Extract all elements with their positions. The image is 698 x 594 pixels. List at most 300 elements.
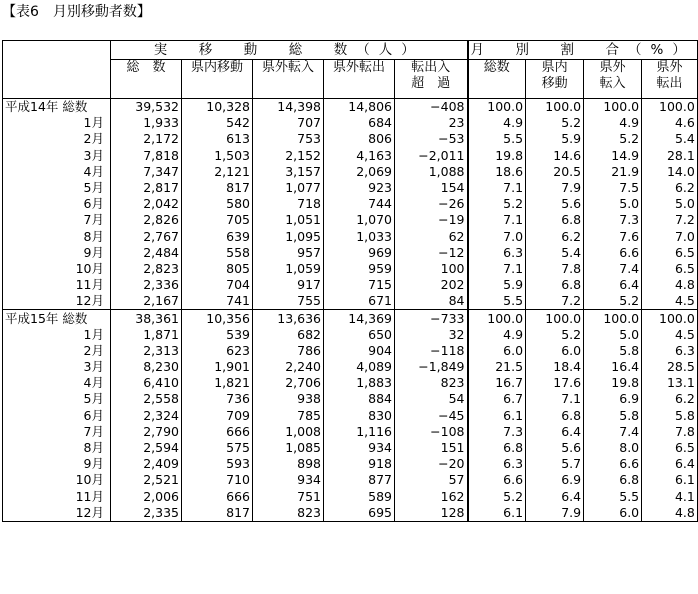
cell-net: −733 (395, 310, 468, 327)
table-row (3, 229, 698, 245)
cell-outflow: 806 (324, 131, 395, 147)
cell-intra-pref: 1,503 (182, 148, 253, 164)
cell-inflow: 2,152 (253, 148, 324, 164)
cell-inflow: 917 (253, 277, 324, 293)
row-label: 7月 (3, 424, 111, 440)
cell-ratio-intra: 6.8 (526, 212, 584, 228)
header-col-outflow: 県外転出 (324, 60, 395, 99)
cell-total: 2,324 (111, 408, 182, 424)
cell-ratio-outflow: 4.8 (642, 277, 698, 293)
cell-total: 2,313 (111, 343, 182, 359)
cell-ratio-outflow: 14.0 (642, 164, 698, 180)
cell-inflow: 957 (253, 245, 324, 261)
cell-ratio-intra: 5.6 (526, 440, 584, 456)
cell-outflow: 695 (324, 505, 395, 522)
table-row-year-total (3, 310, 698, 327)
cell-intra-pref: 580 (182, 196, 253, 212)
cell-ratio-intra: 5.2 (526, 115, 584, 131)
table-body (3, 99, 698, 522)
header-col-intra-pref: 県内移動 (182, 60, 253, 99)
table-row (3, 456, 698, 472)
cell-ratio-total: 7.1 (468, 261, 526, 277)
cell-ratio-total: 18.6 (468, 164, 526, 180)
table-row (3, 245, 698, 261)
cell-ratio-outflow: 13.1 (642, 375, 698, 391)
cell-total: 2,336 (111, 277, 182, 293)
header-columns (3, 60, 698, 99)
cell-net: −19 (395, 212, 468, 228)
header-corner (3, 41, 111, 60)
cell-ratio-outflow: 6.5 (642, 261, 698, 277)
cell-net: 128 (395, 505, 468, 522)
cell-outflow: 14,369 (324, 310, 395, 327)
table-row (3, 505, 698, 522)
row-label: 10月 (3, 261, 111, 277)
cell-ratio-intra: 5.7 (526, 456, 584, 472)
cell-ratio-inflow: 5.8 (584, 343, 642, 359)
table-row (3, 277, 698, 293)
cell-ratio-total: 21.5 (468, 359, 526, 375)
cell-inflow: 14,398 (253, 99, 324, 116)
cell-ratio-intra: 6.4 (526, 489, 584, 505)
cell-intra-pref: 593 (182, 456, 253, 472)
cell-outflow: 959 (324, 261, 395, 277)
table-row (3, 148, 698, 164)
cell-total: 2,042 (111, 196, 182, 212)
cell-total: 1,871 (111, 327, 182, 343)
cell-inflow: 1,095 (253, 229, 324, 245)
cell-intra-pref: 710 (182, 472, 253, 488)
cell-ratio-outflow: 7.2 (642, 212, 698, 228)
cell-outflow: 4,163 (324, 148, 395, 164)
cell-ratio-outflow: 7.0 (642, 229, 698, 245)
cell-inflow: 1,085 (253, 440, 324, 456)
cell-ratio-intra: 6.8 (526, 277, 584, 293)
cell-ratio-intra: 17.6 (526, 375, 584, 391)
row-label: 8月 (3, 229, 111, 245)
cell-intra-pref: 741 (182, 293, 253, 310)
cell-net: −408 (395, 99, 468, 116)
row-label: 12月 (3, 505, 111, 522)
row-label: 9月 (3, 456, 111, 472)
cell-ratio-total: 5.5 (468, 293, 526, 310)
cell-intra-pref: 10,328 (182, 99, 253, 116)
cell-intra-pref: 736 (182, 391, 253, 407)
cell-outflow: 589 (324, 489, 395, 505)
table-row (3, 131, 698, 147)
cell-ratio-inflow: 5.2 (584, 293, 642, 310)
cell-ratio-outflow: 4.5 (642, 293, 698, 310)
cell-net: 84 (395, 293, 468, 310)
cell-inflow: 938 (253, 391, 324, 407)
cell-ratio-inflow: 8.0 (584, 440, 642, 456)
cell-ratio-outflow: 4.5 (642, 327, 698, 343)
row-label: 3月 (3, 148, 111, 164)
row-label: 12月 (3, 293, 111, 310)
cell-intra-pref: 639 (182, 229, 253, 245)
cell-outflow: 1,070 (324, 212, 395, 228)
header-group-ratio: 月 別 割 合（%） (468, 41, 698, 60)
cell-ratio-inflow: 100.0 (584, 310, 642, 327)
cell-net: −53 (395, 131, 468, 147)
cell-total: 2,335 (111, 505, 182, 522)
cell-intra-pref: 10,356 (182, 310, 253, 327)
cell-ratio-inflow: 7.3 (584, 212, 642, 228)
cell-ratio-total: 6.1 (468, 505, 526, 522)
cell-inflow: 707 (253, 115, 324, 131)
row-label: 7月 (3, 212, 111, 228)
cell-ratio-inflow: 4.9 (584, 115, 642, 131)
cell-inflow: 786 (253, 343, 324, 359)
header-col-ratio-intra: 県内 移動 (526, 60, 584, 99)
cell-intra-pref: 817 (182, 505, 253, 522)
table-row (3, 180, 698, 196)
cell-net: −20 (395, 456, 468, 472)
cell-total: 2,167 (111, 293, 182, 310)
cell-intra-pref: 1,821 (182, 375, 253, 391)
table-row (3, 115, 698, 131)
cell-inflow: 13,636 (253, 310, 324, 327)
row-label: 11月 (3, 277, 111, 293)
cell-net: −12 (395, 245, 468, 261)
cell-net: 151 (395, 440, 468, 456)
row-label: 10月 (3, 472, 111, 488)
table-header (3, 41, 698, 99)
cell-ratio-intra: 6.2 (526, 229, 584, 245)
row-label: 11月 (3, 489, 111, 505)
cell-ratio-inflow: 6.9 (584, 391, 642, 407)
cell-total: 2,172 (111, 131, 182, 147)
cell-ratio-outflow: 6.2 (642, 391, 698, 407)
table-row (3, 359, 698, 375)
cell-ratio-outflow: 6.2 (642, 180, 698, 196)
cell-intra-pref: 575 (182, 440, 253, 456)
cell-outflow: 969 (324, 245, 395, 261)
cell-outflow: 918 (324, 456, 395, 472)
cell-total: 2,558 (111, 391, 182, 407)
cell-net: 54 (395, 391, 468, 407)
cell-inflow: 682 (253, 327, 324, 343)
cell-ratio-total: 4.9 (468, 327, 526, 343)
cell-total: 2,594 (111, 440, 182, 456)
cell-intra-pref: 613 (182, 131, 253, 147)
cell-outflow: 744 (324, 196, 395, 212)
cell-inflow: 934 (253, 472, 324, 488)
cell-total: 2,409 (111, 456, 182, 472)
cell-inflow: 1,051 (253, 212, 324, 228)
cell-ratio-intra: 5.2 (526, 327, 584, 343)
cell-ratio-total: 5.2 (468, 489, 526, 505)
cell-outflow: 877 (324, 472, 395, 488)
cell-ratio-total: 5.2 (468, 196, 526, 212)
cell-ratio-total: 7.0 (468, 229, 526, 245)
cell-ratio-outflow: 5.4 (642, 131, 698, 147)
cell-ratio-outflow: 7.8 (642, 424, 698, 440)
row-label: 4月 (3, 375, 111, 391)
cell-total: 2,823 (111, 261, 182, 277)
cell-ratio-total: 6.7 (468, 391, 526, 407)
header-col-total: 総 数 (111, 60, 182, 99)
cell-ratio-total: 7.1 (468, 180, 526, 196)
cell-inflow: 751 (253, 489, 324, 505)
cell-ratio-intra: 7.1 (526, 391, 584, 407)
cell-inflow: 1,059 (253, 261, 324, 277)
cell-ratio-intra: 6.4 (526, 424, 584, 440)
cell-inflow: 1,077 (253, 180, 324, 196)
cell-ratio-outflow: 4.8 (642, 505, 698, 522)
cell-outflow: 2,069 (324, 164, 395, 180)
cell-ratio-outflow: 6.5 (642, 245, 698, 261)
cell-total: 2,521 (111, 472, 182, 488)
table-caption: 【表6 月別移動者数】 (2, 4, 151, 20)
cell-ratio-total: 6.0 (468, 343, 526, 359)
cell-ratio-inflow: 6.4 (584, 277, 642, 293)
cell-intra-pref: 623 (182, 343, 253, 359)
cell-ratio-intra: 6.0 (526, 343, 584, 359)
cell-ratio-outflow: 4.6 (642, 115, 698, 131)
cell-intra-pref: 666 (182, 424, 253, 440)
header-col-ratio-inflow: 県外 転入 (584, 60, 642, 99)
cell-intra-pref: 558 (182, 245, 253, 261)
cell-intra-pref: 705 (182, 212, 253, 228)
cell-net: 202 (395, 277, 468, 293)
cell-ratio-outflow: 6.1 (642, 472, 698, 488)
cell-ratio-outflow: 28.5 (642, 359, 698, 375)
cell-ratio-inflow: 7.6 (584, 229, 642, 245)
table-row (3, 196, 698, 212)
cell-net: −26 (395, 196, 468, 212)
cell-total: 38,361 (111, 310, 182, 327)
cell-net: −1,849 (395, 359, 468, 375)
table-row (3, 424, 698, 440)
row-label: 9月 (3, 245, 111, 261)
table-row (3, 489, 698, 505)
cell-total: 39,532 (111, 99, 182, 116)
cell-outflow: 923 (324, 180, 395, 196)
cell-inflow: 3,157 (253, 164, 324, 180)
cell-ratio-intra: 5.9 (526, 131, 584, 147)
cell-intra-pref: 666 (182, 489, 253, 505)
table-row (3, 293, 698, 310)
cell-total: 2,826 (111, 212, 182, 228)
cell-net: −118 (395, 343, 468, 359)
cell-total: 2,817 (111, 180, 182, 196)
row-label: 4月 (3, 164, 111, 180)
cell-net: 1,088 (395, 164, 468, 180)
cell-ratio-inflow: 21.9 (584, 164, 642, 180)
cell-ratio-intra: 5.4 (526, 245, 584, 261)
cell-outflow: 4,089 (324, 359, 395, 375)
table-row (3, 375, 698, 391)
cell-total: 6,410 (111, 375, 182, 391)
header-col-ratio-total: 総数 (468, 60, 526, 99)
cell-ratio-outflow: 6.5 (642, 440, 698, 456)
cell-ratio-total: 5.9 (468, 277, 526, 293)
cell-ratio-total: 7.3 (468, 424, 526, 440)
table-row (3, 164, 698, 180)
cell-ratio-inflow: 5.5 (584, 489, 642, 505)
table-row (3, 472, 698, 488)
cell-net: −108 (395, 424, 468, 440)
cell-ratio-inflow: 19.8 (584, 375, 642, 391)
cell-ratio-total: 100.0 (468, 99, 526, 116)
cell-ratio-intra: 18.4 (526, 359, 584, 375)
cell-ratio-outflow: 5.8 (642, 408, 698, 424)
cell-total: 7,818 (111, 148, 182, 164)
row-label: 6月 (3, 196, 111, 212)
cell-outflow: 14,806 (324, 99, 395, 116)
cell-net: 57 (395, 472, 468, 488)
cell-inflow: 753 (253, 131, 324, 147)
cell-total: 8,230 (111, 359, 182, 375)
cell-outflow: 830 (324, 408, 395, 424)
cell-outflow: 671 (324, 293, 395, 310)
cell-ratio-inflow: 7.5 (584, 180, 642, 196)
cell-net: 823 (395, 375, 468, 391)
cell-inflow: 2,240 (253, 359, 324, 375)
cell-ratio-total: 100.0 (468, 310, 526, 327)
cell-outflow: 884 (324, 391, 395, 407)
cell-net: 23 (395, 115, 468, 131)
cell-ratio-intra: 7.8 (526, 261, 584, 277)
cell-total: 2,006 (111, 489, 182, 505)
cell-ratio-outflow: 6.3 (642, 343, 698, 359)
cell-ratio-intra: 100.0 (526, 99, 584, 116)
row-label: 3月 (3, 359, 111, 375)
cell-ratio-intra: 7.2 (526, 293, 584, 310)
cell-net: −2,011 (395, 148, 468, 164)
cell-ratio-intra: 6.9 (526, 472, 584, 488)
cell-ratio-inflow: 5.0 (584, 196, 642, 212)
cell-intra-pref: 704 (182, 277, 253, 293)
table-row (3, 391, 698, 407)
cell-ratio-inflow: 6.6 (584, 456, 642, 472)
cell-ratio-total: 6.1 (468, 408, 526, 424)
cell-net: 154 (395, 180, 468, 196)
cell-total: 2,790 (111, 424, 182, 440)
cell-inflow: 718 (253, 196, 324, 212)
cell-ratio-inflow: 5.8 (584, 408, 642, 424)
cell-outflow: 904 (324, 343, 395, 359)
cell-ratio-inflow: 14.9 (584, 148, 642, 164)
cell-intra-pref: 709 (182, 408, 253, 424)
cell-ratio-total: 19.8 (468, 148, 526, 164)
cell-ratio-outflow: 100.0 (642, 99, 698, 116)
table-row (3, 261, 698, 277)
row-label: 2月 (3, 131, 111, 147)
cell-ratio-inflow: 16.4 (584, 359, 642, 375)
row-label: 1月 (3, 327, 111, 343)
cell-ratio-outflow: 100.0 (642, 310, 698, 327)
cell-inflow: 785 (253, 408, 324, 424)
cell-ratio-intra: 7.9 (526, 180, 584, 196)
row-label: 1月 (3, 115, 111, 131)
cell-net: −45 (395, 408, 468, 424)
cell-ratio-total: 6.3 (468, 456, 526, 472)
cell-net: 100 (395, 261, 468, 277)
cell-ratio-total: 4.9 (468, 115, 526, 131)
table-row (3, 440, 698, 456)
cell-ratio-intra: 20.5 (526, 164, 584, 180)
cell-ratio-inflow: 6.0 (584, 505, 642, 522)
cell-outflow: 684 (324, 115, 395, 131)
cell-ratio-inflow: 7.4 (584, 261, 642, 277)
table-row (3, 212, 698, 228)
header-col-ratio-outflow: 県外 転出 (642, 60, 698, 99)
cell-intra-pref: 542 (182, 115, 253, 131)
table-row-year-total (3, 99, 698, 116)
cell-net: 62 (395, 229, 468, 245)
cell-total: 2,484 (111, 245, 182, 261)
cell-ratio-total: 5.5 (468, 131, 526, 147)
cell-intra-pref: 817 (182, 180, 253, 196)
cell-ratio-outflow: 6.4 (642, 456, 698, 472)
cell-inflow: 1,008 (253, 424, 324, 440)
cell-outflow: 934 (324, 440, 395, 456)
header-col-inflow: 県外転入 (253, 60, 324, 99)
cell-outflow: 1,033 (324, 229, 395, 245)
cell-ratio-intra: 5.6 (526, 196, 584, 212)
cell-ratio-inflow: 5.0 (584, 327, 642, 343)
header-corner-lower (3, 60, 111, 99)
cell-ratio-total: 6.3 (468, 245, 526, 261)
cell-inflow: 898 (253, 456, 324, 472)
cell-inflow: 755 (253, 293, 324, 310)
table-row (3, 408, 698, 424)
cell-ratio-inflow: 100.0 (584, 99, 642, 116)
cell-ratio-total: 6.8 (468, 440, 526, 456)
header-group-total: 実 移 動 総 数（人） (111, 41, 468, 60)
row-label: 5月 (3, 180, 111, 196)
cell-ratio-inflow: 6.6 (584, 245, 642, 261)
cell-intra-pref: 805 (182, 261, 253, 277)
cell-ratio-total: 7.1 (468, 212, 526, 228)
cell-total: 2,767 (111, 229, 182, 245)
header-col-net: 転出入 超 過 (395, 60, 468, 99)
cell-ratio-intra: 14.6 (526, 148, 584, 164)
cell-ratio-intra: 100.0 (526, 310, 584, 327)
row-label: 8月 (3, 440, 111, 456)
cell-intra-pref: 539 (182, 327, 253, 343)
cell-inflow: 823 (253, 505, 324, 522)
cell-ratio-total: 16.7 (468, 375, 526, 391)
cell-outflow: 1,883 (324, 375, 395, 391)
cell-total: 7,347 (111, 164, 182, 180)
cell-ratio-outflow: 5.0 (642, 196, 698, 212)
cell-net: 32 (395, 327, 468, 343)
cell-ratio-inflow: 7.4 (584, 424, 642, 440)
cell-ratio-outflow: 28.1 (642, 148, 698, 164)
cell-intra-pref: 1,901 (182, 359, 253, 375)
cell-ratio-total: 6.6 (468, 472, 526, 488)
cell-outflow: 715 (324, 277, 395, 293)
row-label: 5月 (3, 391, 111, 407)
cell-ratio-inflow: 5.2 (584, 131, 642, 147)
row-label: 6月 (3, 408, 111, 424)
migration-table (2, 40, 698, 522)
row-label: 平成15年 総数 (3, 310, 111, 327)
cell-total: 1,933 (111, 115, 182, 131)
cell-outflow: 1,116 (324, 424, 395, 440)
cell-intra-pref: 2,121 (182, 164, 253, 180)
cell-ratio-intra: 7.9 (526, 505, 584, 522)
row-label: 平成14年 総数 (3, 99, 111, 116)
cell-ratio-intra: 6.8 (526, 408, 584, 424)
table-row (3, 343, 698, 359)
cell-inflow: 2,706 (253, 375, 324, 391)
cell-net: 162 (395, 489, 468, 505)
cell-ratio-inflow: 6.8 (584, 472, 642, 488)
